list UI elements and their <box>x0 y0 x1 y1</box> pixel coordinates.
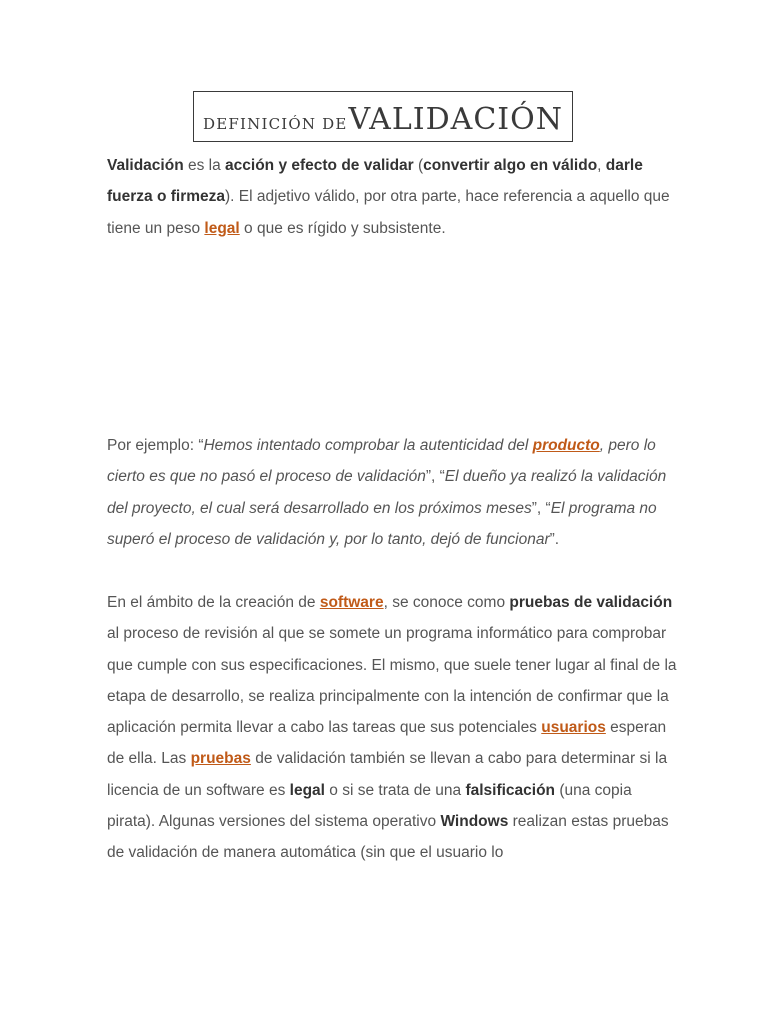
link-pruebas[interactable]: pruebas <box>190 750 251 768</box>
text-span: ( <box>413 157 424 174</box>
text-span: ”, “ <box>425 468 445 486</box>
paragraph-software <box>107 587 677 869</box>
text-span: o que es rígido y subsistente. <box>239 219 446 237</box>
text-span: ”. <box>549 530 560 548</box>
paragraph-definition <box>107 150 677 244</box>
text-span: es la <box>183 157 226 174</box>
text-span: realizan estas pruebas de validación de manera automática (sin que el usuario lo <box>107 813 669 862</box>
text-span: esperan de ella. Las <box>107 719 667 768</box>
page-title <box>193 91 573 142</box>
text-span: (una copia pirata). Algunas versiones del sistema operativo <box>107 781 632 831</box>
bold-definition-3: darle fuerza o firmeza <box>107 157 643 206</box>
bold-legal: legal <box>289 781 325 799</box>
text-span: o si se trata de una <box>324 781 466 799</box>
bold-falsificacion: falsificación <box>465 781 556 799</box>
italic-quote-1b: , pero lo cierto es que no pasó el proceso de validación <box>107 437 656 486</box>
text-span: al proceso de revisión al que se somete un programa informático para comprobar que cumple con sus especificaciones. El mismo, que suele tener lugar al final de la etapa de desarrollo, se realiza principalmente con la intención de confirmar que la aplicación permita llevar a cabo las tareas que sus potenciales <box>107 625 677 737</box>
italic-quote-2: El dueño ya realizó la validación del proyecto, el cual será desarrollado en los próximos meses <box>107 468 667 517</box>
text-span: , <box>597 157 606 174</box>
title-main: VALIDACIÓN <box>348 102 563 137</box>
italic-quote-1: Hemos intentado comprobar la autenticidad del <box>203 437 533 454</box>
text-span: de validación también se llevan a cabo para determinar si la licencia de un software es <box>107 750 668 799</box>
title-prefix: DEFINICIÓN DE <box>203 115 348 133</box>
italic-quote-3: El programa no superó el proceso de validación y, por lo tanto, dejó de funcionar <box>107 499 657 548</box>
text-span: ). El adjetivo válido, por otra parte, hace referencia a aquello que tiene un peso <box>107 188 670 237</box>
link-software[interactable]: software <box>319 594 384 611</box>
text-span: En el ámbito de la creación de <box>107 594 320 611</box>
term-validacion: Validación <box>107 157 184 174</box>
link-usuarios[interactable]: usuarios <box>541 719 606 737</box>
text-span: ”, “ <box>531 499 551 517</box>
bold-windows: Windows <box>440 813 509 831</box>
bold-definition: acción y efecto de validar <box>225 157 414 174</box>
bold-pruebas-validacion: pruebas de validación <box>509 594 673 611</box>
text-span: Por ejemplo: “ <box>107 437 204 454</box>
bold-definition-2: convertir algo en válido <box>423 157 598 174</box>
link-legal[interactable]: legal <box>204 219 240 237</box>
text-span: , se conoce como <box>383 594 510 611</box>
paragraph-examples <box>107 430 677 555</box>
link-producto[interactable]: producto <box>532 437 600 454</box>
